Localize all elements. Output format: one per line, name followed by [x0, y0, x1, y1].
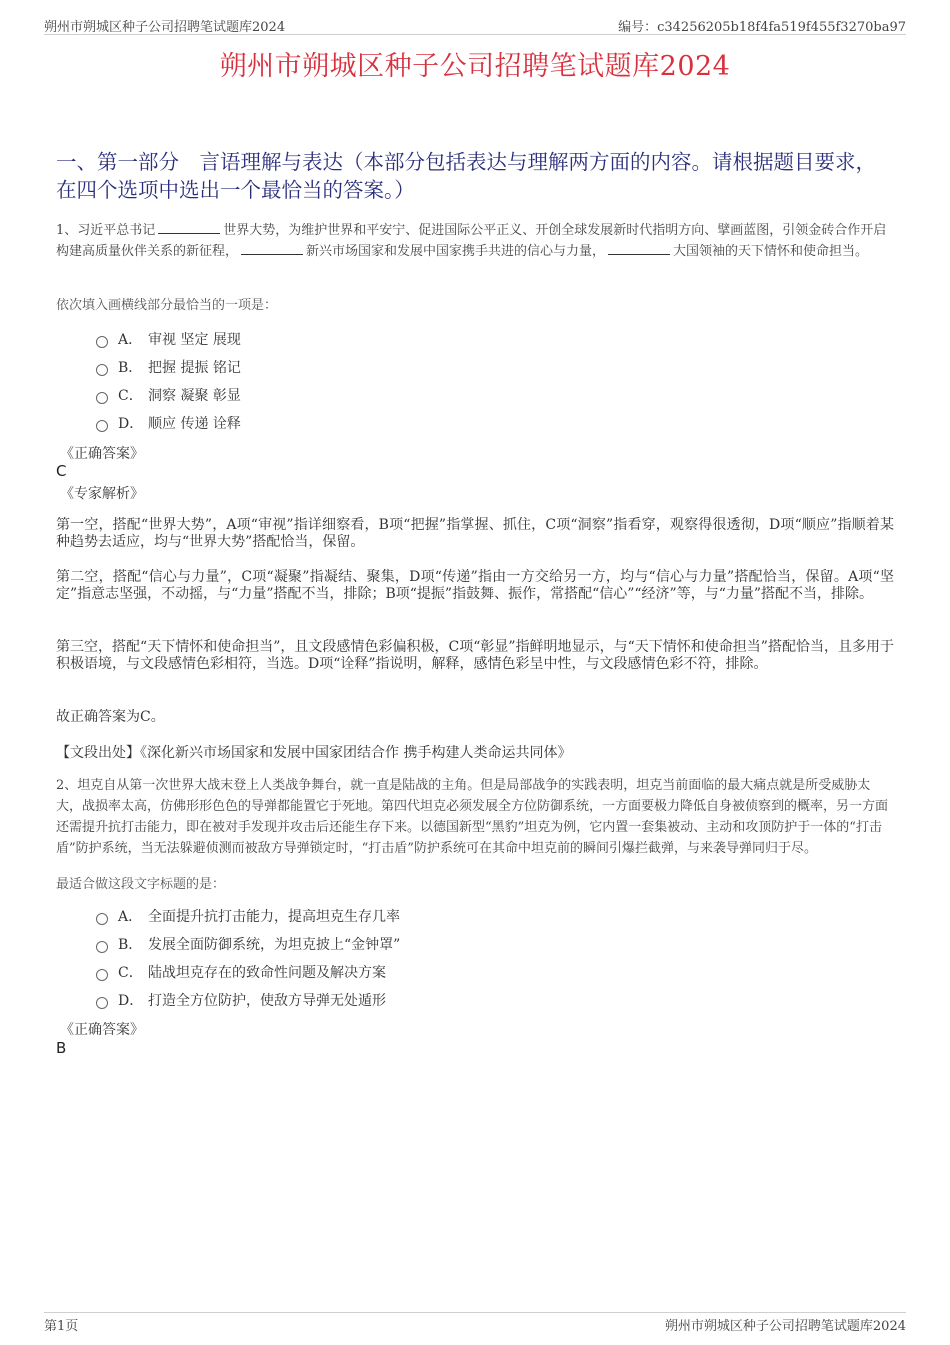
radio-button[interactable] — [96, 420, 108, 432]
question-1-prompt: 依次填入画横线部分最恰当的一项是： — [56, 298, 278, 313]
fill-blank-3 — [608, 241, 670, 255]
question-2-prompt: 最适合做这段文字标题的是： — [56, 877, 226, 892]
page-footer — [44, 1312, 906, 1333]
footer-doc-title: 朔州市朔城区种子公司招聘笔试题库2024 — [664, 1319, 906, 1334]
analysis-conclusion: 故正确答案为C。 — [56, 709, 165, 725]
analysis-paragraph-2: 第二空，搭配“信心与力量”，C项“凝聚”指凝结、聚集，D项“传递”指由一方交给另一方，均与“信心与力量”搭配恰当，保留。A项“坚定”指意志坚强，不动摇，与“力量”搭配不当，排除；B项“提振”指鼓舞、振作，常搭配“信心”“经济”等，与“力量”搭配不当，排除。 — [56, 569, 894, 602]
radio-button[interactable] — [96, 997, 108, 1009]
header-doc-title: 朔州市朔城区种子公司招聘笔试题库2024 — [44, 20, 286, 35]
fill-blank-1 — [158, 220, 220, 234]
question-1-options — [96, 325, 241, 437]
radio-button[interactable] — [96, 336, 108, 348]
option-a[interactable]: A． 全面提升抗打击能力，提高坦克生存几率 — [96, 902, 400, 930]
question-2-options — [96, 902, 400, 1014]
radio-button[interactable] — [96, 941, 108, 953]
radio-button[interactable] — [96, 913, 108, 925]
option-b[interactable]: B． 把握 提振 铭记 — [96, 353, 241, 381]
fill-blank-2 — [241, 241, 303, 255]
analysis-paragraph-3: 第三空，搭配“天下情怀和使命担当”，且文段感情色彩偏积极，C项“彰显”指鲜明地显示，与“天下情怀和使命担当”搭配恰当，且多用于积极语境，与文段感情色彩相符，当选。D项“诠释”指说明，解释，感情色彩呈中性，与文段感情色彩不符，排除。 — [56, 639, 894, 672]
section-heading: 一、第一部分 言语理解与表达（本部分包括表达与理解两方面的内容。请根据题目要求，在四个选项中选出一个最恰当的答案。） — [56, 150, 876, 202]
option-d[interactable]: D． 顺应 传递 诠释 — [96, 409, 241, 437]
option-c[interactable]: C． 陆战坦克存在的致命性问题及解决方案 — [96, 958, 400, 986]
text-source: 【文段出处】《深化新兴市场国家和发展中国家团结合作 携手构建人类命运共同体》 — [56, 745, 572, 761]
answer-label: 《正确答案》 — [60, 446, 144, 462]
radio-button[interactable] — [96, 969, 108, 981]
question-1-text: 1、习近平总书记 世界大势，为维护世界和平安宁、促进国际公平正义、开创全球发展新时代指明方向、擘画蓝图，引领金砖合作开启构建高质量伙伴关系的新征程， 新兴市场国家和发展中国家携手共进的信心与力量， 大国领袖的天下情怀和使命担当。 — [56, 220, 896, 262]
option-a[interactable]: A． 审视 坚定 展现 — [96, 325, 241, 353]
answer-value: B — [56, 1039, 67, 1057]
analysis-paragraph-1: 第一空，搭配“世界大势”，A项“审视”指详细察看，B项“把握”指掌握、抓住，C项“洞察”指看穿，观察得很透彻，D项“顺应”指顺着某种趋势去适应，均与“世界大势”搭配恰当，保留。 — [56, 517, 894, 550]
radio-button[interactable] — [96, 364, 108, 376]
question-2-text: 2、坦克自从第一次世界大战末登上人类战争舞台，就一直是陆战的主角。但是局部战争的实践表明，坦克当前面临的最大痛点就是所受威胁太大，战损率太高，仿佛形形色色的导弹都能置它于死地。第四代坦克必须发展全方位防御系统，一方面要极力降低自身被侦察到的概率，另一方面还需提升抗打击能力，即在被对手发现并攻击后还能生存下来。以德国新型“黑豹”坦克为例，它内置一套集被动、主动和攻顶防护于一体的“打击盾”防护系统，当无法躲避侦测而被敌方导弹锁定时，“打击盾”防护系统可在其命中坦克前的瞬间引爆拦截弹，与来袭导弹同归于尽。 — [56, 778, 889, 856]
option-c[interactable]: C． 洞察 凝聚 彰显 — [96, 381, 241, 409]
page-number: 第1页 — [44, 1319, 79, 1334]
radio-button[interactable] — [96, 392, 108, 404]
answer-value: C — [56, 462, 67, 480]
answer-label: 《正确答案》 — [60, 1022, 144, 1038]
page-header — [44, 14, 906, 35]
header-doc-id: 编号：c34256205b18f4fa519f455f3270ba97 — [618, 20, 906, 35]
option-b[interactable]: B． 发展全面防御系统，为坦克披上“金钟罩” — [96, 930, 400, 958]
option-d[interactable]: D． 打造全方位防护，使敌方导弹无处遁形 — [96, 986, 400, 1014]
page-title: 朔州市朔城区种子公司招聘笔试题库2024 — [219, 51, 731, 82]
analysis-label: 《专家解析》 — [60, 486, 144, 502]
